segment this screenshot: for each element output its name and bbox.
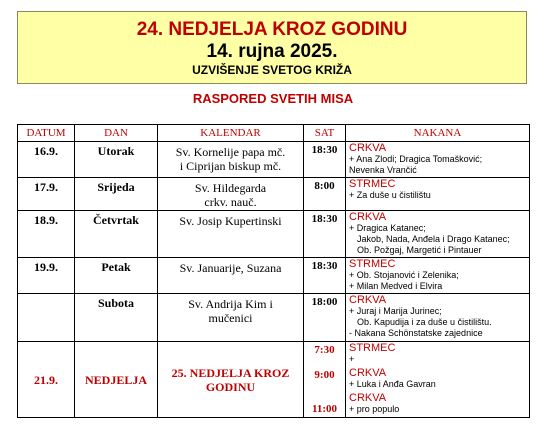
- calendar-line: Sv. Hildegarda: [194, 181, 267, 195]
- calendar-line: crkv. nauč.: [204, 195, 257, 209]
- intention-line: +: [349, 354, 355, 364]
- calendar-line: Sv. Josip Kupertinski: [179, 214, 282, 228]
- mass-location: CRKVA: [349, 211, 387, 223]
- row-calendar: [158, 211, 304, 258]
- row-date: 16.9.: [18, 142, 75, 178]
- column-header-date: DATUM: [18, 125, 75, 142]
- mass-location: CRKVA: [349, 142, 387, 154]
- intention-line: Ob. Kapudija i za duše u čistilištu.: [357, 317, 492, 327]
- row-calendar: [158, 258, 304, 294]
- row-time: 18:30: [304, 142, 346, 178]
- intention-line: + Dragica Katanec;: [349, 223, 426, 233]
- row-day: Četvrtak: [75, 211, 158, 258]
- calendar-line: GODINU: [205, 379, 256, 394]
- row-intention: [346, 258, 530, 294]
- row-time: 18:30: [304, 211, 346, 258]
- row-calendar: [158, 342, 304, 418]
- intention-line: + Milan Medved i Elvira: [349, 281, 443, 291]
- table-row: [18, 211, 530, 258]
- column-header-calendar: KALENDAR: [158, 125, 304, 142]
- row-date: [18, 294, 75, 342]
- mass-time: 7:30: [314, 344, 335, 356]
- row-day: Petak: [75, 258, 158, 294]
- row-time: 18:00: [304, 294, 346, 342]
- intention-line: + pro populo: [349, 404, 400, 414]
- mass-location: STRMEC: [349, 258, 396, 270]
- table-row: [18, 178, 530, 211]
- intention-line: Nevenka Vrančić: [349, 165, 417, 175]
- row-intention: [346, 342, 530, 418]
- row-time: 8:00: [304, 178, 346, 211]
- table-row: [18, 258, 530, 294]
- row-day: NEDJELJA: [75, 342, 158, 418]
- intention-line: - Nakana Schönstatske zajednice: [349, 328, 483, 338]
- row-times: [304, 342, 346, 418]
- table-row: [18, 294, 530, 342]
- intention-line: Ob. Požgaj, Margetić i Pintauer: [357, 245, 482, 255]
- intention-line: + Juraj i Marija Jurinec;: [349, 306, 442, 316]
- schedule-title: RASPORED SVETIH MISA: [192, 91, 354, 106]
- table-row-sunday: [18, 342, 530, 418]
- row-day: Subota: [75, 294, 158, 342]
- calendar-line: i Ciprijan biskup mč.: [179, 159, 282, 173]
- calendar-line: mučenici: [208, 311, 253, 325]
- intention-line: Jakob, Nada, Anđela i Drago Katanec;: [357, 234, 510, 244]
- column-header-day: DAN: [75, 125, 158, 142]
- row-intention: [346, 178, 530, 211]
- row-intention: [346, 211, 530, 258]
- row-intention: [346, 142, 530, 178]
- mass-location: STRMEC: [349, 178, 396, 190]
- row-time: 18:30: [304, 258, 346, 294]
- row-date: 19.9.: [18, 258, 75, 294]
- row-date: 21.9.: [18, 342, 75, 418]
- mass-time: 11:00: [311, 403, 338, 415]
- row-day: Srijeda: [75, 178, 158, 211]
- table-header-row: [18, 125, 530, 142]
- calendar-line: Sv. Kornelije papa mč.: [175, 145, 286, 159]
- intention-line: + Luka i Anđa Gavran: [349, 379, 436, 389]
- column-header-intention: NAKANA: [346, 125, 530, 142]
- mass-location: CRKVA: [349, 392, 387, 404]
- row-day: Utorak: [75, 142, 158, 178]
- mass-location: CRKVA: [349, 294, 387, 306]
- row-date: 17.9.: [18, 178, 75, 211]
- page-title: 24. NEDJELJA KROZ GODINU: [136, 19, 408, 40]
- row-intention: [346, 294, 530, 342]
- calendar-line: 25. NEDJELJA KROZ: [171, 365, 290, 380]
- row-date: 18.9.: [18, 211, 75, 258]
- row-calendar: [158, 294, 304, 342]
- header-box: [17, 11, 527, 84]
- mass-location: STRMEC: [349, 342, 396, 354]
- intention-line: + Ana Zlodi; Dragica Tomašković;: [349, 154, 483, 164]
- mass-time: 9:00: [314, 369, 335, 381]
- mass-schedule-table: [17, 124, 530, 418]
- table-row: [18, 142, 530, 178]
- calendar-line: Sv. Andrija Kim i: [188, 297, 273, 311]
- feast-name: UZVIŠENJE SVETOG KRIŽA: [192, 63, 352, 77]
- intention-line: + Za duše u čistilištu: [349, 190, 431, 200]
- row-calendar: [158, 142, 304, 178]
- column-header-time: SAT: [304, 125, 346, 142]
- calendar-line: Sv. Januarije, Suzana: [179, 261, 282, 275]
- mass-location: CRKVA: [349, 367, 387, 379]
- page-date: 14. rujna 2025.: [206, 41, 338, 62]
- row-calendar: [158, 178, 304, 211]
- intention-line: + Ob. Stojanović i Zelenika;: [349, 270, 459, 280]
